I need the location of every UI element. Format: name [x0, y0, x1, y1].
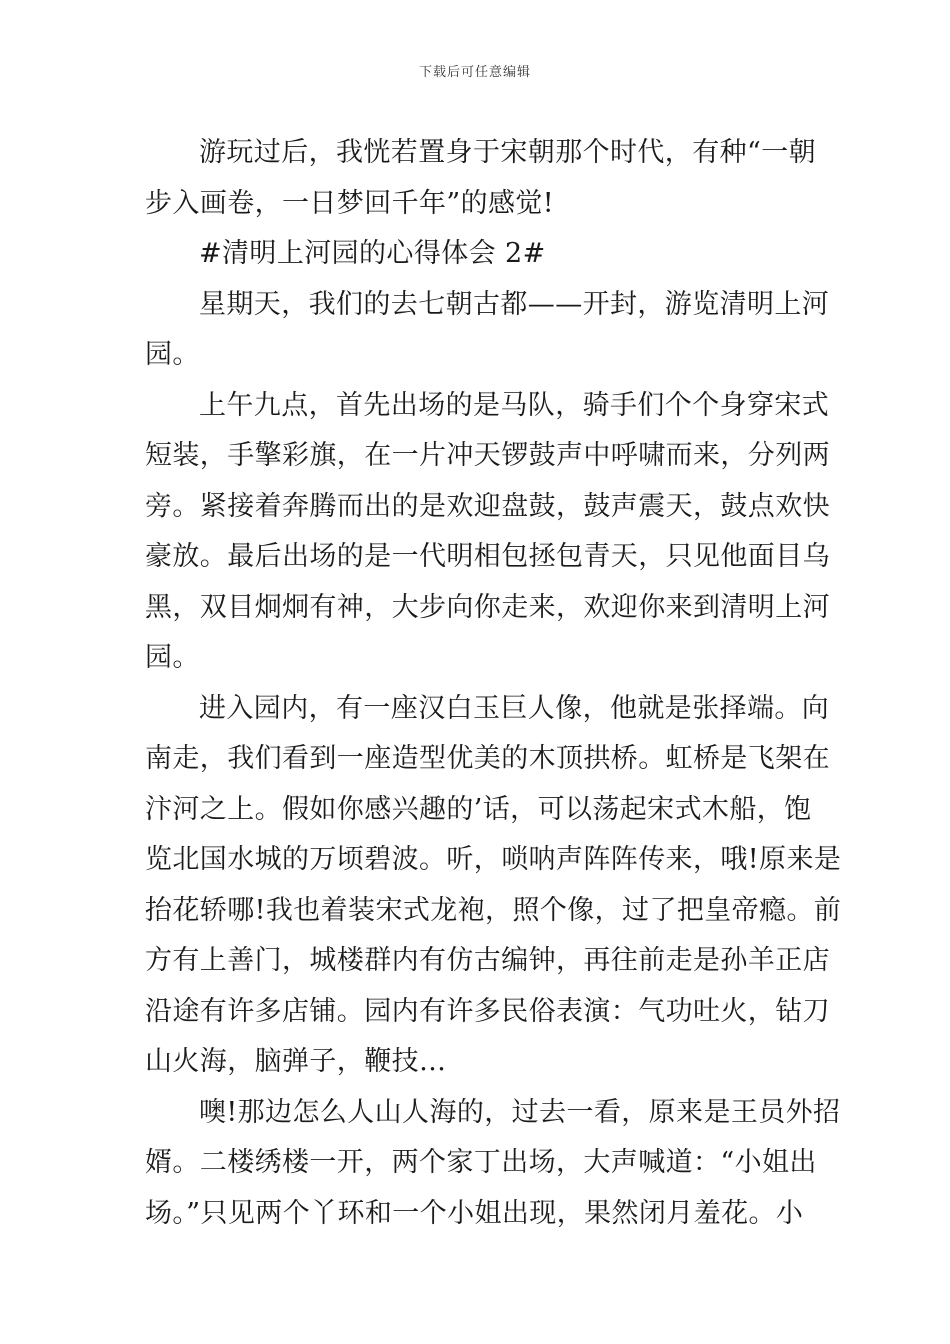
- text-line: 豪放。最后出场的是一代明相包拯包青天，只见他面目乌: [145, 541, 830, 572]
- text-line: 园。: [145, 339, 200, 370]
- text-line: 步入画卷，一日梦回千年”的感觉!: [145, 187, 555, 219]
- text-line: 览北国水城的万顷碧波。听，唢呐声阵阵传来，哦!原来是: [145, 844, 842, 875]
- page-header: 下载后可任意编辑: [418, 65, 531, 80]
- text-line: 短装，手擎彩旗，在一片冲天锣鼓声中呼啸而来，分列两: [145, 440, 830, 471]
- text-line: 南走，我们看到一座造型优美的木顶拱桥。虹桥是飞架在: [145, 743, 830, 774]
- document-body: [145, 128, 842, 1239]
- text-line: 场。”只见两个丫环和一个小姐出现，果然闭月羞花。小: [145, 1197, 804, 1229]
- text-line: 旁。紧接着奔腾而出的是欢迎盘鼓，鼓声震天，鼓点欢快: [145, 490, 830, 522]
- text-line: 汴河之上。假如你感兴趣的’话，可以荡起宋式木船，饱: [145, 793, 812, 825]
- text-line: 抬花轿哪!我也着装宋式龙袍，照个像，过了把皇帝瘾。前: [145, 894, 842, 926]
- text-line: 方有上善门，城楼群内有仿古编钟，再往前走是孙羊正店: [145, 945, 830, 976]
- text-line: 园。: [145, 642, 200, 673]
- text-line: 山火海，脑弹子，鞭技…: [145, 1046, 447, 1077]
- section-heading: #清明上河园的心得体会 2#: [199, 238, 546, 269]
- text-line: 游玩过后，我恍若置身于宋朝那个时代，有种“一朝: [199, 137, 817, 168]
- text-line: 进入园内，有一座汉白玉巨人像，他就是张择端。向: [199, 692, 830, 724]
- text-line: 沿途有许多店铺。园内有许多民俗表演：气功吐火，钻刀: [145, 995, 830, 1027]
- text-line: 星期天，我们的去七朝古都——开封，游览清明上河: [199, 288, 830, 320]
- text-line: 婿。二楼绣楼一开，两个家丁出场，大声喊道：“小姐出: [145, 1147, 817, 1178]
- text-line: 黑，双目炯炯有神，大步向你走来，欢迎你来到清明上河: [145, 591, 830, 623]
- text-line: 噢!那边怎么人山人海的，过去一看，原来是王员外招: [199, 1096, 841, 1128]
- text-line: 上午九点，首先出场的是马队，骑手们个个身穿宋式: [199, 389, 830, 421]
